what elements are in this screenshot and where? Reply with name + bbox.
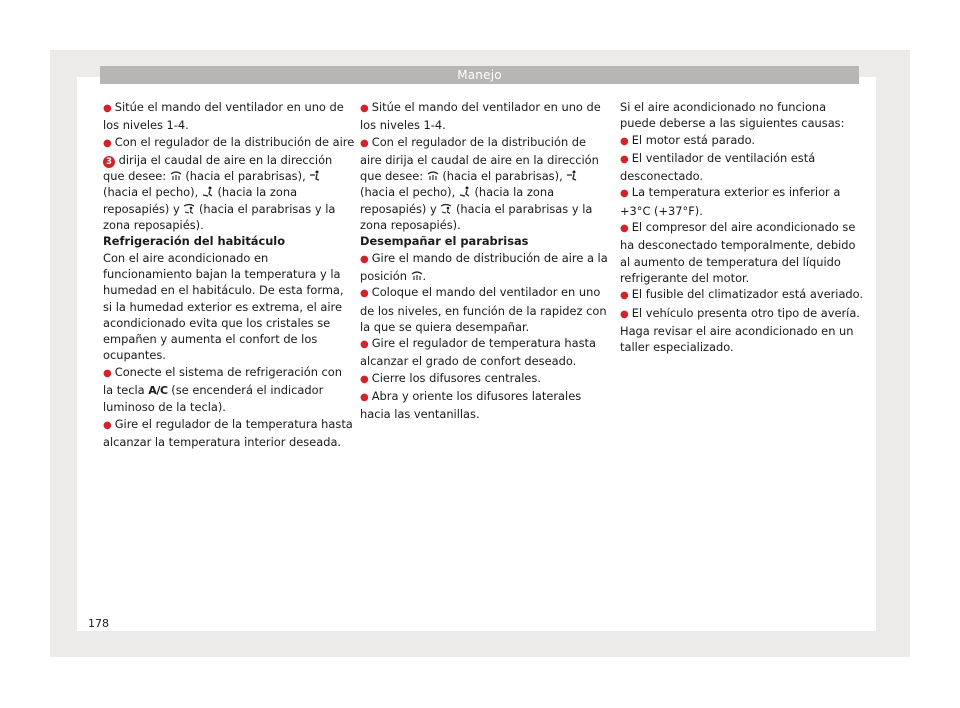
paragraph: Con el aire acondicionado en funcionamiento bajan la temperatura y la humedad en el habitáculo. De esta forma, si la humedad exterior es extrema, el aire acondicionado evita que los cristales se empañen y aumenta el confort de los ocupantes. <box>103 250 344 363</box>
list-item: ● Sitúe el mando del ventilador en uno de los niveles 1-4. <box>360 100 601 133</box>
windshield-footwell-icon <box>440 203 452 214</box>
bullet-icon: ● <box>103 419 112 431</box>
chest-airflow-icon <box>309 170 321 181</box>
ac-button-symbol: A/C <box>148 384 168 398</box>
bullet-icon: ● <box>360 339 369 351</box>
bullet-icon: ● <box>620 308 629 320</box>
section-header: Manejo <box>100 66 859 84</box>
page-number: 178 <box>88 617 109 630</box>
bullet-icon: ● <box>360 103 369 114</box>
list-item: ● El ventilador de ventilación está desconectado. <box>620 150 816 184</box>
footwell-airflow-icon <box>459 186 471 197</box>
bullet-icon: ● <box>360 253 369 265</box>
list-item: ● Gire el regulador de la temperatura hasta alcanzar la temperatura interior deseada. <box>103 416 353 449</box>
bullet-icon: ● <box>103 137 112 149</box>
bullet-icon: ● <box>360 288 369 300</box>
list-item: ● Con el regulador de la distribución de aire 3 dirija el caudal de aire en la dirección que desee: (hacia el parabrisas), (hacia el pecho), (hacia la zona reposapiés) y (hacia el parabrisas y la zona reposapiés). <box>103 134 355 233</box>
figure-ref-badge: 3 <box>103 156 115 168</box>
list-item: ● Conecte el sistema de refrigeración con la tecla A/C (se encenderá el indicador luminoso de la tecla). <box>103 364 342 415</box>
bullet-icon: ● <box>360 137 369 149</box>
section-heading: Desempañar el parabrisas <box>360 234 529 249</box>
bullet-icon: ● <box>620 135 629 147</box>
list-item: ● Gire el regulador de temperatura hasta alcanzar el grado de confort deseado. <box>360 336 596 369</box>
section-heading: Refrigeración del habitáculo <box>103 234 286 249</box>
bullet-icon: ● <box>620 290 629 302</box>
windshield-footwell-icon <box>183 203 195 214</box>
footwell-airflow-icon <box>202 186 214 197</box>
windshield-icon <box>411 270 423 281</box>
list-item: ● El motor está parado. <box>620 132 865 150</box>
list-item: ● El vehículo presenta otro tipo de avería. Haga revisar el aire acondicionado en un taller especializado. <box>620 305 860 355</box>
bullet-icon: ● <box>620 223 629 235</box>
list-item: ● Gire el mando de distribución de aire a la posición . <box>360 250 608 283</box>
list-item: ● La temperatura exterior es inferior a +3°C (+37°F). <box>620 185 841 218</box>
bullet-icon: ● <box>103 367 112 379</box>
bullet-icon: ● <box>360 392 369 404</box>
bullet-icon: ● <box>360 373 369 385</box>
column-middle <box>360 99 610 423</box>
bullet-icon: ● <box>620 153 629 165</box>
chest-airflow-icon <box>566 170 578 181</box>
windshield-icon <box>427 170 439 181</box>
list-item: ● El fusible del climatizador está averiado. <box>620 286 865 304</box>
list-item: ● Sitúe el mando del ventilador en uno de los niveles 1-4. <box>103 100 344 133</box>
list-item: ● Con el regulador de la distribución de aire dirija el caudal de aire en la dirección que desee: (hacia el parabrisas), (hacia el pecho), (hacia la zona reposapiés) y (hacia el parabrisas y la zona reposapiés). <box>360 134 599 233</box>
list-item: ● Coloque el mando del ventilador en uno de los niveles, en función de la rapidez con la que se quiera desempañar. <box>360 285 607 334</box>
bullet-icon: ● <box>103 103 112 114</box>
list-item: ● Abra y oriente los difusores laterales hacia las ventanillas. <box>360 389 582 422</box>
windshield-icon <box>170 170 182 181</box>
list-item: ● El compresor del aire acondicionado se ha desconectado temporalmente, debido al aumento de temperatura del líquido refrigerante del motor. <box>620 220 856 285</box>
column-right <box>620 99 865 355</box>
column-left <box>103 99 355 450</box>
bullet-icon: ● <box>620 188 629 200</box>
list-item: ● Cierre los difusores centrales. <box>360 370 610 388</box>
paragraph: Si el aire acondicionado no funciona puede deberse a las siguientes causas: <box>620 100 845 131</box>
